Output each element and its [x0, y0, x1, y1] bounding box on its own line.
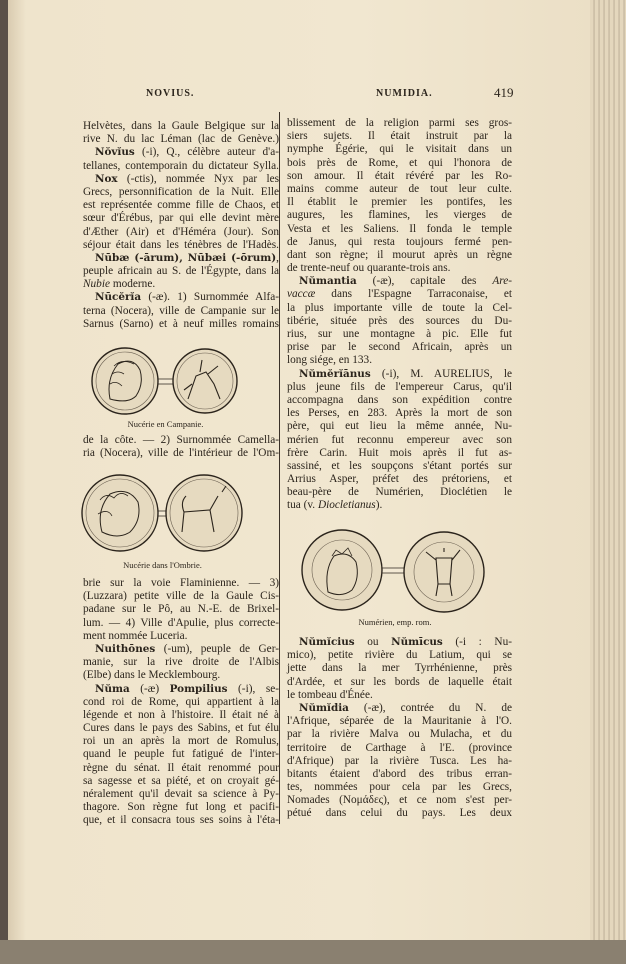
text-line [287, 209, 512, 222]
text-segment: Nomades (Νομάδες), et ce nom s'est per- [287, 794, 512, 807]
italic-text: vaccæ [287, 288, 316, 301]
text-segment: tellanes, contemporain du dictateur Sylla. [83, 159, 279, 172]
text-segment: Helvètes, dans la Gaule Belgique sur la [83, 120, 279, 132]
text-segment: (-æ), capitale des [356, 275, 493, 288]
text-segment: tua (v. [287, 499, 318, 512]
text-line [287, 807, 512, 820]
text-segment: accompagna dans son expédition contre [287, 393, 512, 406]
text-line [287, 781, 512, 794]
scan-background [0, 940, 626, 964]
text-line [83, 748, 279, 761]
text-segment: l'Afrique, séparée de la Mauritanie à l'O. [287, 715, 512, 728]
text-line [83, 709, 279, 722]
text-line [287, 275, 512, 288]
text-line [83, 643, 279, 656]
text-segment: de Janus, qui resta toujours fermé pen- [287, 235, 512, 248]
text-line [287, 486, 512, 499]
text-line [287, 636, 512, 649]
headword: Nŭmīcus [391, 636, 443, 648]
text-line [287, 689, 512, 702]
text-line [83, 814, 279, 827]
text-segment: quand le peuple fut fatigué de l'inter- [83, 748, 279, 761]
headword: Nŭmantia [299, 275, 357, 288]
headword: Pompilius [169, 682, 228, 695]
left-column-block-3 [83, 577, 279, 828]
text-segment: le tombeau d'Énée. [287, 688, 373, 701]
text-line [287, 742, 512, 755]
text-line [287, 649, 512, 662]
text-segment: la plus importante ville de toute la Cel- [287, 301, 512, 314]
text-line [287, 676, 512, 689]
text-line [287, 394, 512, 407]
text-line [83, 146, 279, 159]
text-line [83, 617, 279, 630]
text-line [287, 702, 512, 715]
text-line [83, 434, 279, 447]
text-segment: padane sur le Pô, au N.-E. de Brixel- [83, 603, 279, 616]
text-segment: sœur d'Érébus, par qui elle devint mère [83, 212, 279, 225]
text-segment: ria (Nocera), ville de l'intérieur de l'Om- [83, 447, 279, 460]
text-segment: roi un an après la mort de Romulus, [83, 735, 279, 748]
text-segment: dant son règne; il mourut après un règne [287, 248, 512, 261]
text-line [287, 460, 512, 473]
text-segment: (-i), M. AURELIUS, le [370, 367, 512, 380]
text-segment: Vesta et les Saliens. Il fonda le temple [287, 222, 512, 235]
text-line [83, 265, 279, 278]
text-segment: long siége, en 133. [287, 354, 373, 367]
headword: Nŭma [95, 682, 130, 695]
text-segment: d'Ardée, et sur les bords de laquelle était [287, 675, 512, 688]
headword: Nŭmĕrĭānus [299, 367, 371, 380]
right-column-block-2 [287, 636, 512, 821]
text-segment: d'Æther (Air) et d'Héméra (Jour). Son [83, 225, 279, 238]
text-segment: plus jeune fils de l'empereur Carus, qu'il [287, 380, 512, 393]
text-segment: (Luzzara) petite ville de la Gaule Cis- [83, 590, 279, 603]
text-segment: tes, nommées pour cela par les Grecs, [287, 781, 512, 794]
text-line [287, 341, 512, 354]
text-segment: mérien fut reconnu empereur avec son [287, 433, 512, 446]
text-line [83, 696, 279, 709]
text-line [83, 120, 279, 133]
text-line [287, 381, 512, 394]
text-line [83, 722, 279, 735]
headword: Nuithōnes [95, 642, 156, 655]
text-segment: règne du sénat. Il était renommé pour [83, 761, 279, 774]
page-edges [590, 0, 626, 958]
text-line [83, 226, 279, 239]
text-segment: Arrius Asper, préfet des prétoriens, et [287, 473, 512, 486]
text-segment: jette dans la mer Tyrrhénienne, près [287, 662, 512, 675]
text-line [287, 407, 512, 420]
right-column-block-1 [287, 117, 512, 513]
text-segment: moderne. [110, 278, 156, 291]
headword: Nŭmĭcius [299, 636, 355, 648]
text-segment: les Perses, en 283. Après la mort de son [287, 407, 512, 420]
page-number: 419 [494, 85, 514, 100]
text-line [287, 662, 512, 675]
coin-illustration-numerianus [300, 528, 490, 614]
text-line [287, 794, 512, 807]
text-segment: père, qui eut lieu la même année, Nu- [287, 420, 512, 433]
text-line [287, 262, 512, 275]
text-line [83, 133, 279, 146]
text-line [287, 434, 512, 447]
left-column-block-2 [83, 434, 279, 460]
text-segment: pétué dans celui du pays. Les deux [287, 807, 512, 820]
text-line [83, 735, 279, 748]
text-segment: est représentée comme fille de Chaos, et [83, 199, 279, 212]
text-line [287, 354, 512, 367]
text-line [83, 577, 279, 590]
text-segment: (-ctis), nommée Nyx par les [117, 172, 279, 185]
text-segment: bois près de Rome, et qui l'honora de [287, 156, 512, 169]
coin-caption-3: Numérien, emp. rom. [358, 617, 432, 627]
text-line [287, 420, 512, 433]
text-line [287, 196, 512, 209]
text-segment: (-i : Nu- [442, 636, 512, 648]
text-line [83, 252, 279, 265]
text-line [287, 368, 512, 381]
text-line [83, 775, 279, 788]
left-column-block-1 [83, 120, 279, 331]
text-line [83, 186, 279, 199]
text-line [287, 288, 512, 301]
text-line [287, 447, 512, 460]
text-line [83, 305, 279, 318]
text-segment: augures, les flamines, les vierges de [287, 209, 512, 222]
text-segment: mico), petite rivière du Latium, qui se [287, 649, 512, 662]
text-segment: Cures dans le pays des Sabins, et fut élu [83, 722, 279, 735]
text-line [83, 239, 279, 252]
text-line [83, 318, 279, 331]
text-segment: de la côte. — 2) Surnommée Camella- [83, 434, 279, 446]
text-line [83, 199, 279, 212]
text-segment: néralement qu'il devait sa science à Py- [83, 788, 279, 800]
text-line [287, 236, 512, 249]
text-segment: par la rivière Malva ou Mulacha, et du [287, 728, 512, 741]
text-line [287, 170, 512, 183]
text-line [287, 473, 512, 486]
text-segment: manie, sur la rive droite de l'Albis [83, 656, 279, 669]
text-line [83, 278, 279, 291]
headword: Nūbæ (-ārum), Nūbæi (-ōrum) [95, 251, 277, 264]
text-segment: (-æ) [129, 682, 170, 695]
text-segment: beau-père de Numérien, Dioclétien le [287, 486, 512, 499]
text-segment: brie sur la voie Flaminienne. — 3) [83, 577, 279, 589]
text-line [287, 768, 512, 781]
text-segment: Grecs, personnification de la Nuit. Elle [83, 185, 279, 198]
text-line [83, 160, 279, 173]
text-segment: siers sujets. Il était instruit par la [287, 130, 512, 143]
coin-caption-1: Nucérie en Campanie. [127, 419, 204, 429]
text-line [83, 291, 279, 304]
text-segment: de trente-neuf ou quarante-trois ans. [287, 262, 451, 275]
text-segment: terna (Nocera), ville de Campanie sur le [83, 304, 279, 317]
text-line [83, 788, 279, 801]
text-segment: prise par le second Africain, après un [287, 341, 512, 354]
text-line [83, 656, 279, 669]
italic-text: Nubie [83, 278, 110, 291]
headword: Nŏvĭus [95, 146, 135, 159]
text-segment: dans l'Espagne Tarraconaise, et [315, 288, 512, 301]
text-segment: (Elbe) dans le Mecklembourg. [83, 669, 221, 682]
coin-illustration-nuceria-umbria [80, 472, 245, 554]
text-segment: lum. — 4) Ville d'Apulie, plus correcte- [83, 616, 279, 629]
text-segment: peuple africain au S. de l'Égypte, dans la [83, 265, 279, 278]
text-segment: rive N. du lac Léman (lac de Genève.) [83, 133, 279, 146]
text-line [287, 728, 512, 741]
text-line [287, 315, 512, 328]
text-segment: Sarnus (Sarno) et à neuf milles romains [83, 317, 279, 330]
running-header-left: NOVIUS. [146, 88, 195, 99]
text-segment: (-æ). 1) Surnommée Alfa- [141, 291, 279, 304]
text-segment: bitants étaient d'abord des tribus erran- [287, 767, 512, 780]
text-segment: (-æ), contrée du N. de [348, 701, 512, 714]
text-segment: tibérie, située près des sources du Du- [287, 314, 512, 327]
italic-text: Diocletianus [317, 499, 376, 512]
text-line [287, 499, 512, 512]
text-segment: nymphe Égérie, qui le visitait dans un [287, 143, 512, 156]
text-line [287, 130, 512, 143]
text-segment: cond roi de Rome, qui appartient à la [83, 695, 279, 708]
text-segment: (-i), se- [227, 682, 279, 695]
text-segment: (-um), peuple de Ger- [155, 642, 279, 655]
text-line [287, 755, 512, 768]
text-segment: sassiné, et les soupçons s'étant portés sur [287, 459, 512, 472]
text-segment: ). [375, 499, 383, 512]
text-line [83, 590, 279, 603]
text-line [287, 157, 512, 170]
text-line [83, 630, 279, 643]
headword: Nŭmĭdia [299, 701, 349, 714]
running-header-right: NUMIDIA. [376, 88, 433, 99]
column-divider [279, 112, 280, 824]
coin-caption-2: Nucérie dans l'Ombrie. [123, 560, 202, 570]
headword: Nūcĕrĭa [95, 291, 142, 304]
text-segment: thagore. Son règne fut long et pacifi- [83, 801, 279, 814]
text-segment: légende et non à l'histoire. Il était né à [83, 708, 279, 721]
text-line [287, 183, 512, 196]
text-segment: que, et il consacra tous ses soins à l'éta- [83, 814, 279, 827]
headword: Nox [95, 172, 118, 185]
text-line [83, 669, 279, 682]
text-line [287, 223, 512, 236]
text-segment: ment nommée Luceria. [83, 629, 188, 642]
text-segment: ou [354, 636, 392, 648]
text-line [83, 173, 279, 186]
text-line [287, 302, 512, 315]
text-line [287, 715, 512, 728]
text-segment: d'Afrique) par la rivière Tusca. Les ha- [287, 754, 512, 767]
text-line [83, 762, 279, 775]
text-segment: blissement de la religion parmi ses gros- [287, 117, 512, 129]
text-segment: mains comme auteur de tout leur culte. [287, 182, 512, 195]
text-line [287, 143, 512, 156]
text-segment: territoire de Carthage à l'E. (province [287, 741, 512, 754]
coin-illustration-nuceria-campania [88, 344, 243, 418]
text-line [287, 328, 512, 341]
text-segment: (-i), Q., célèbre auteur d'a- [134, 146, 279, 159]
text-line [83, 603, 279, 616]
text-line [83, 447, 279, 460]
italic-text: Are- [492, 275, 512, 288]
text-segment: , [276, 251, 279, 264]
text-line [287, 117, 512, 130]
text-segment: Il établit le premier les pontifes, les [287, 196, 512, 209]
text-segment: frère Carin. Huit mois après il fut as- [287, 446, 512, 459]
text-segment: son amour. Il était révéré par les Ro- [287, 169, 512, 182]
text-line [287, 249, 512, 262]
text-segment: séjour était dans les ténèbres de l'Hadès. [83, 238, 279, 251]
text-segment: rius, sur une montagne à pic. Elle fut [287, 328, 512, 340]
text-segment: sa sagesse et sa piété, et on croyait gé- [83, 774, 279, 787]
text-line [83, 801, 279, 814]
text-line [83, 212, 279, 225]
text-line [83, 683, 279, 696]
